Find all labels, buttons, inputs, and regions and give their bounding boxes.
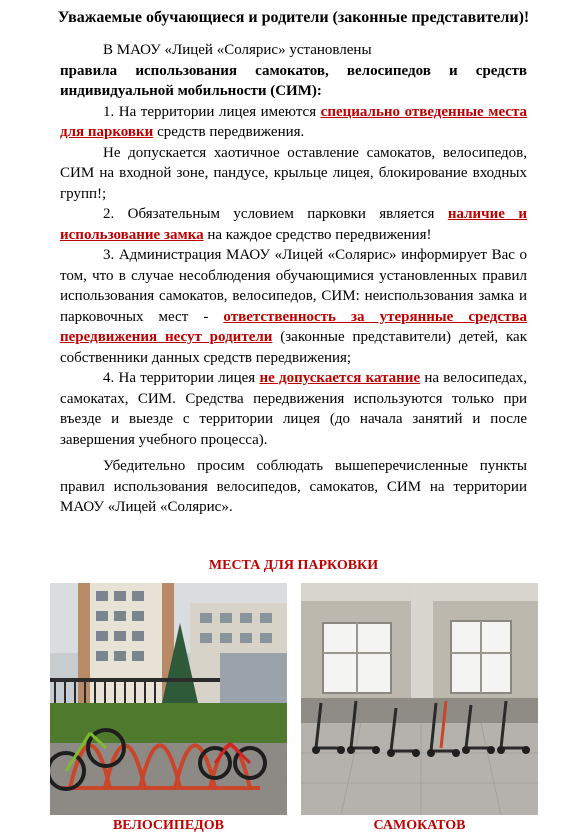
notice-body	[60, 40, 527, 518]
rule-3-text: 3. Администрация МАОУ «Лицей «Солярис» информирует Вас о том, что в случае несоблюдения обучающимися установленных правил использования самокатов, велосипедов, СИМ: неиспользования замка и парковочных мест -	[60, 247, 527, 325]
rule-2-highlight: наличие и использование замка	[60, 206, 527, 243]
rule-4-tail: на велосипедах, самокатах, СИМ. Средства передвижения используются только при въезде и выезде с территории лицея (до начала занятий и после завершения учебного процесса).	[60, 370, 528, 448]
rule-1-tail: средств передвижения.	[157, 124, 305, 140]
rule-4	[60, 368, 527, 450]
intro-line: В МАОУ «Лицей «Солярис» установлены	[103, 42, 372, 58]
parking-caption: МЕСТА ДЛЯ ПАРКОВКИ	[208, 558, 379, 573]
scooters-caption: САМОКАТОВ	[373, 818, 466, 833]
rule-4-highlight: не допускается катание	[259, 370, 421, 386]
bikes-caption: ВЕЛОСИПЕДОВ	[112, 818, 225, 833]
rule-2	[60, 204, 527, 245]
rule-1-note: Не допускается хаотичное оставление самокатов, велосипедов, СИМ на входной зоне, пандусе, крыльце лицея, блокирование входных групп!;	[60, 144, 527, 202]
bike-parking-photo	[50, 583, 287, 815]
page-title: Уважаемые обучающиеся и родители (законные представители)!	[57, 9, 530, 26]
rule-3-highlight: ответственность за утерянные средства передвижения несут родители	[60, 308, 527, 345]
rule-2-text: 2. Обязательным условием парковки является	[103, 206, 435, 222]
scooter-parking-photo	[301, 583, 538, 815]
closing-paragraph: Убедительно просим соблюдать вышеперечисленные пункты правил использования велосипедов, самокатов, СИМ на территории МАОУ «Лицей «Солярис».	[60, 458, 527, 515]
rule-3-tail: (законные представители) детей, как собственники данных средств передвижения;	[60, 329, 527, 366]
rule-1	[60, 102, 527, 143]
intro-rules-heading: правила использования самокатов, велосипедов и средств индивидуальной мобильности (СИМ):	[60, 62, 527, 99]
rule-1-highlight: специально отведенные места для парковки	[60, 103, 528, 140]
rule-4-text: 4. На территории лицея	[103, 370, 256, 386]
rule-3	[60, 245, 527, 368]
rule-1-text: 1. На территории лицея имеются	[103, 103, 317, 120]
rule-2-tail: на каждое средство передвижения!	[207, 226, 432, 243]
